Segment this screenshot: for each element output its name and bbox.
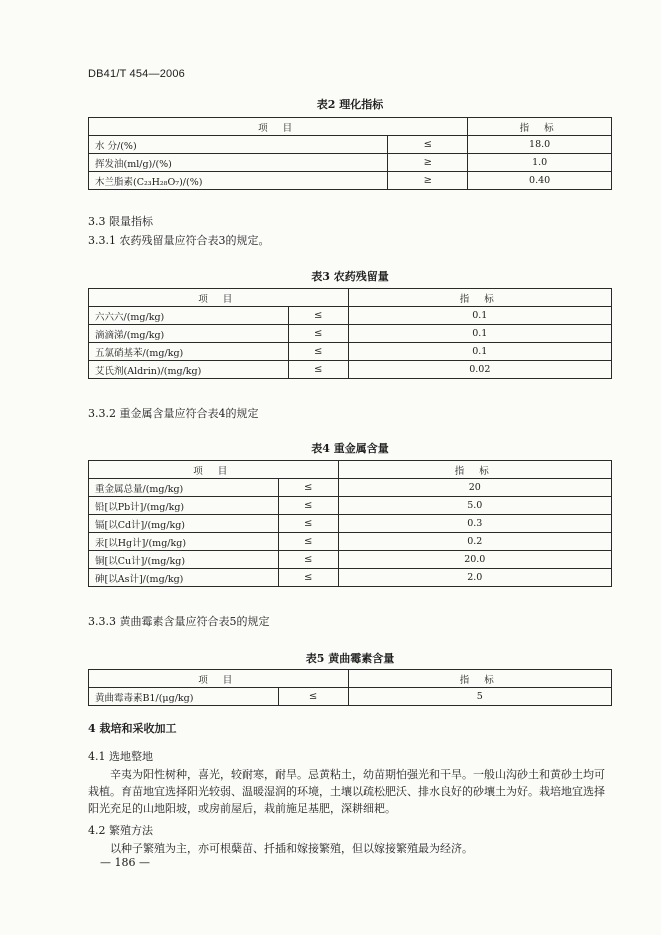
section-text-3-3-1: 3.3.1 农药残留量应符合表3的规定。	[88, 234, 270, 247]
row-value: 0.3	[338, 515, 611, 533]
row-value: 0.2	[338, 533, 611, 551]
table-header-row	[89, 461, 612, 479]
paragraph: 辛夷为阳性树种，喜光，较耐寒，耐旱。忌黄粘土，幼苗期怕强光和干旱。一般山沟砂土和黄砂土均可栽植。育苗地宜选择阳光较弱、温暖湿润的环境，土壤以疏松肥沃、排水良好的砂壤土为好。栽培地宜选择阳光充足的山地阳坡，或房前屋后，栽前施足基肥，深耕细耙。	[88, 768, 605, 815]
row-item: 砷[以As计]/(mg/kg)	[89, 569, 279, 587]
header-item: 项 目	[89, 670, 349, 688]
table-row	[89, 136, 612, 154]
table2	[88, 117, 612, 190]
paragraph: 以种子繁殖为主，亦可根蘖苗、扦插和嫁接繁殖，但以嫁接繁殖最为经济。	[110, 842, 473, 855]
row-value: 18.0	[468, 136, 612, 154]
header-item: 项 目	[89, 461, 339, 479]
table-row	[89, 497, 612, 515]
table-row	[89, 307, 612, 325]
table-row	[89, 551, 612, 569]
row-item: 滴滴涕/(mg/kg)	[89, 325, 289, 343]
section-heading-4-2: 4.2 繁殖方法	[88, 824, 153, 837]
row-value: 5	[348, 688, 611, 706]
row-operator: ≤	[278, 551, 338, 569]
row-operator: ≤	[278, 688, 348, 706]
row-item: 艾氏剂(Aldrin)/(mg/kg)	[89, 361, 289, 379]
row-item: 铜[以Cu计]/(mg/kg)	[89, 551, 279, 569]
table-row	[89, 154, 612, 172]
section-4-1-body	[88, 766, 612, 817]
table-header-row	[89, 118, 612, 136]
header-value: 指 标	[348, 670, 611, 688]
section-4-2-body	[88, 840, 612, 857]
table-row	[89, 343, 612, 361]
row-value: 0.02	[348, 361, 611, 379]
table3	[88, 288, 612, 379]
row-value: 20	[338, 479, 611, 497]
table-row	[89, 569, 612, 587]
header-value: 指 标	[338, 461, 611, 479]
row-value: 20.0	[338, 551, 611, 569]
section-heading-4: 4 栽培和采收加工	[88, 722, 177, 735]
row-operator: ≤	[288, 361, 348, 379]
table4	[88, 460, 612, 587]
table-header-row	[89, 289, 612, 307]
table-row	[89, 361, 612, 379]
row-value: 0.40	[468, 172, 612, 190]
table-row	[89, 533, 612, 551]
row-operator: ≥	[388, 154, 468, 172]
row-value: 1.0	[468, 154, 612, 172]
header-value: 指 标	[468, 118, 612, 136]
row-operator: ≤	[278, 497, 338, 515]
row-item: 水 分/(%)	[89, 136, 388, 154]
section-text-3-3-2: 3.3.2 重金属含量应符合表4的规定	[88, 407, 259, 420]
header-value: 指 标	[348, 289, 611, 307]
table-row	[89, 172, 612, 190]
table-row	[89, 479, 612, 497]
row-operator: ≥	[388, 172, 468, 190]
row-item: 铅[以Pb计]/(mg/kg)	[89, 497, 279, 515]
row-item: 木兰脂素(C₂₃H₂₈O₇)/(%)	[89, 172, 388, 190]
row-operator: ≤	[288, 343, 348, 361]
table3-caption: 表3 农药残留量	[311, 270, 389, 283]
table5-caption: 表5 黄曲霉素含量	[305, 652, 395, 665]
table-row	[89, 515, 612, 533]
row-item: 六六六/(mg/kg)	[89, 307, 289, 325]
row-value: 0.1	[348, 325, 611, 343]
section-text-3-3-3: 3.3.3 黄曲霉素含量应符合表5的规定	[88, 615, 270, 628]
table4-caption: 表4 重金属含量	[311, 442, 389, 455]
table-row	[89, 688, 612, 706]
header-item: 项 目	[89, 118, 468, 136]
row-operator: ≤	[288, 307, 348, 325]
table2-caption: 表2 理化指标	[316, 98, 384, 111]
section-heading-4-1: 4.1 选地整地	[88, 750, 153, 763]
header-item: 项 目	[89, 289, 349, 307]
row-value: 2.0	[338, 569, 611, 587]
row-item: 五氯硝基苯/(mg/kg)	[89, 343, 289, 361]
row-operator: ≤	[388, 136, 468, 154]
row-item: 重金属总量/(mg/kg)	[89, 479, 279, 497]
section-heading-3-3: 3.3 限量指标	[88, 215, 153, 228]
row-operator: ≤	[288, 325, 348, 343]
table5	[88, 669, 612, 706]
row-item: 黄曲霉毒素B1/(μg/kg)	[89, 688, 279, 706]
page-number: — 186 —	[100, 856, 150, 869]
table-row	[89, 325, 612, 343]
row-item: 挥发油(ml/g)/(%)	[89, 154, 388, 172]
row-item: 镉[以Cd计]/(mg/kg)	[89, 515, 279, 533]
row-value: 0.1	[348, 307, 611, 325]
table-header-row	[89, 670, 612, 688]
document-code: DB41/T 454—2006	[88, 68, 185, 80]
row-operator: ≤	[278, 479, 338, 497]
row-operator: ≤	[278, 515, 338, 533]
row-operator: ≤	[278, 533, 338, 551]
row-item: 汞[以Hg计]/(mg/kg)	[89, 533, 279, 551]
row-value: 5.0	[338, 497, 611, 515]
row-operator: ≤	[278, 569, 338, 587]
row-value: 0.1	[348, 343, 611, 361]
